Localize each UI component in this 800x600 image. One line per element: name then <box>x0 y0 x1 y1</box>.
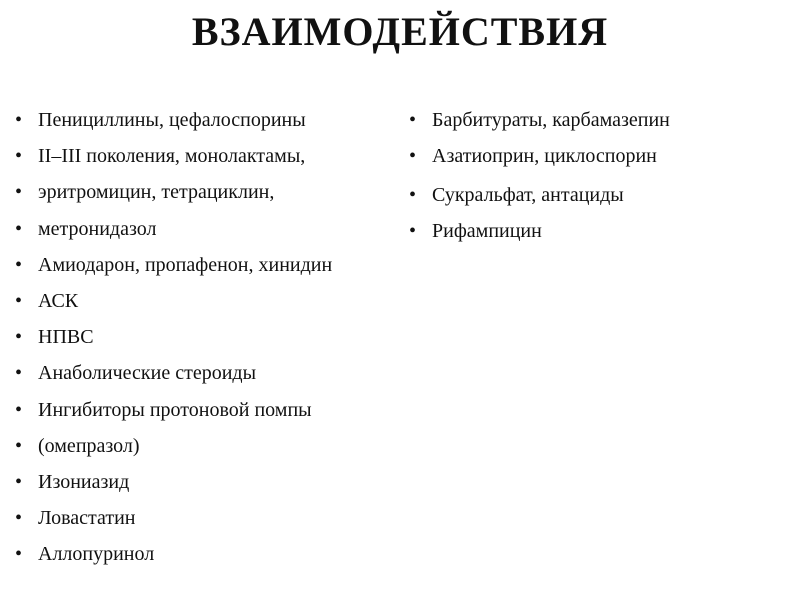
list-item-text: Амиодарон, пропафенон, хинидин <box>38 253 333 276</box>
list-item <box>12 178 332 214</box>
bullet-icon: • <box>15 253 23 276</box>
list-item <box>406 181 670 217</box>
bullet-icon: • <box>409 109 417 131</box>
list-item <box>12 396 332 432</box>
list-item-text: Анаболические стероиды <box>38 362 257 385</box>
right-bullet-list <box>406 106 670 253</box>
list-item-text: АСК <box>38 289 79 312</box>
list-item <box>12 468 332 504</box>
bullet-icon: • <box>15 181 23 204</box>
list-item <box>12 359 332 395</box>
list-item-text: метронидазол <box>38 217 157 240</box>
left-bullet-list <box>12 106 332 576</box>
list-item <box>12 251 332 287</box>
list-item-text: Азатиоприн, циклоспорин <box>432 145 657 167</box>
bullet-icon: • <box>15 398 23 421</box>
list-item <box>12 142 332 178</box>
list-item-text: НПВС <box>38 326 94 349</box>
list-item-text: II–III поколения, монолактамы, <box>38 145 306 168</box>
list-item <box>12 106 332 142</box>
list-item <box>406 142 670 181</box>
bullet-icon: • <box>15 326 23 349</box>
bullet-icon: • <box>15 362 23 385</box>
bullet-icon: • <box>15 434 23 457</box>
list-item-text: Рифампицин <box>432 220 542 242</box>
list-item-text: Ингибиторы протоновой помпы <box>38 398 312 421</box>
bullet-icon: • <box>15 470 23 493</box>
list-item-text: эритромицин, тетрациклин, <box>38 181 275 204</box>
list-item <box>12 215 332 251</box>
list-item-text: (омепразол) <box>38 434 140 457</box>
list-item <box>406 106 670 142</box>
bullet-icon: • <box>15 543 23 566</box>
bullet-icon: • <box>15 217 23 240</box>
list-item <box>12 540 332 576</box>
bullet-icon: • <box>409 220 417 242</box>
list-item <box>12 504 332 540</box>
bullet-icon: • <box>15 109 23 131</box>
bullet-icon: • <box>15 289 23 312</box>
list-item-text: Изониазид <box>38 470 130 493</box>
list-item <box>406 217 670 253</box>
bullet-icon: • <box>15 507 23 530</box>
list-item-text: Сукральфат, антациды <box>432 184 624 206</box>
bullet-icon: • <box>15 145 23 168</box>
slide-title: ВЗАИМОДЕЙСТВИЯ <box>191 9 609 54</box>
list-item-text: Аллопуринол <box>38 543 155 566</box>
list-item-text: Барбитураты, карбамазепин <box>432 109 670 131</box>
list-item <box>12 432 332 468</box>
bullet-icon: • <box>409 184 417 206</box>
list-item <box>12 323 332 359</box>
list-item-text: Пенициллины, цефалоспорины <box>38 109 306 131</box>
list-item-text: Ловастатин <box>38 507 136 530</box>
list-item <box>12 287 332 323</box>
bullet-icon: • <box>409 145 417 167</box>
